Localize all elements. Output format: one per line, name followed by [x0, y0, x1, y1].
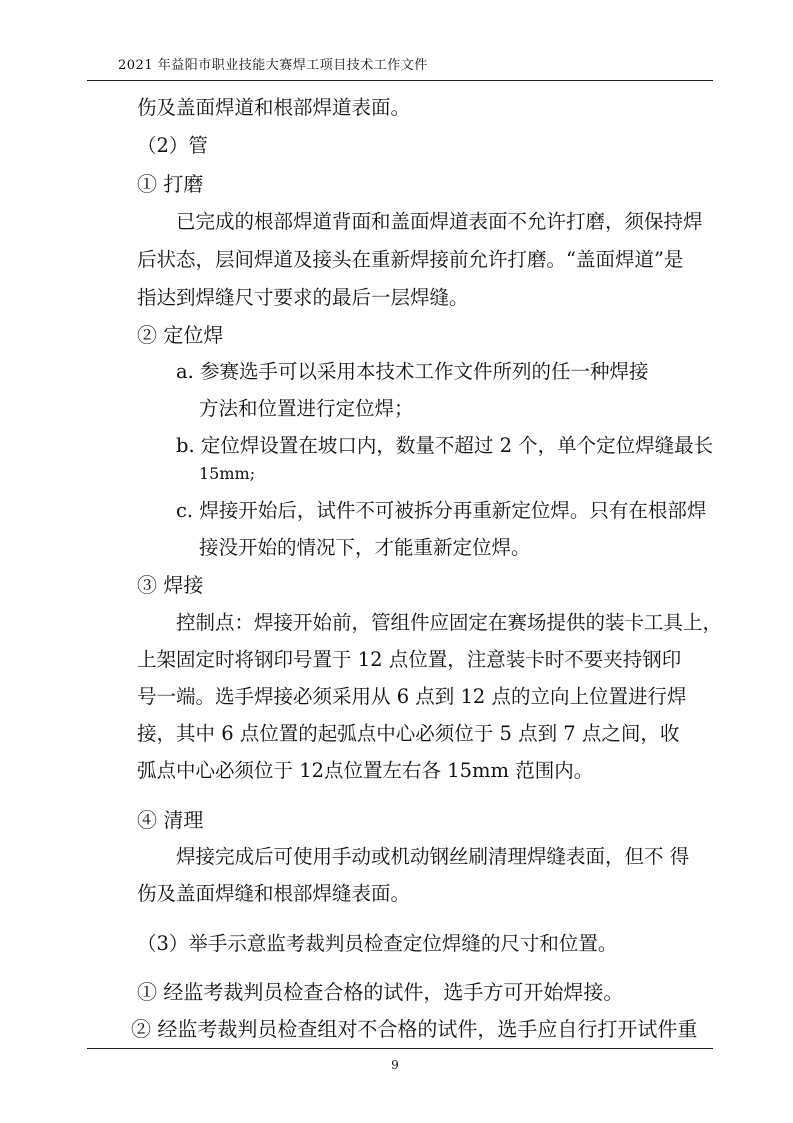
text-line: 伤及盖面焊缝和根部焊缝表面。 [137, 882, 411, 905]
list-item-c: c. 焊接开始后，试件不可被拆分再重新定位焊。只有在根部焊 [176, 499, 707, 522]
section-heading: （3）举手示意监考裁判员检查定位焊缝的尺寸和位置。 [137, 932, 618, 955]
footer-rule [87, 1048, 713, 1049]
section-heading: （2）管 [137, 134, 208, 157]
text-line: 上架固定时将钢印号置于 12 点位置，注意装卡时不要夹持钢印 [137, 648, 682, 671]
list-item-a: a. 参赛选手可以采用本技术工作文件所列的任一种焊接 [176, 360, 649, 383]
text-line: 号一端。选手焊接必须采用从 6 点到 12 点的立向上位置进行焊 [137, 685, 687, 708]
text-line: 弧点中心必须位于 12点位置左右各 15mm 范围内。 [137, 759, 594, 782]
text-line: 接，其中 6 点位置的起弧点中心必须位于 5 点到 7 点之间，收 [137, 722, 680, 745]
page-number: 9 [391, 1058, 399, 1072]
text-line: 指达到焊缝尺寸要求的最后一层焊缝。 [137, 286, 469, 309]
subsection-heading: ② 定位焊 [137, 323, 224, 347]
list-item-continuation: 15mm; [199, 464, 256, 483]
text-line: 后状态，层间焊道及接头在重新焊接前允许打磨。“盖面焊道”是 [137, 248, 684, 271]
list-item-b: b. 定位焊设置在坡口内，数量不超过 2 个，单个定位焊缝最长 [176, 434, 714, 457]
header-rule [87, 80, 713, 81]
subsection-heading: ④ 清理 [137, 808, 204, 832]
text-line: 已完成的根部焊道背面和盖面焊道表面不允许打磨，须保持焊 [176, 210, 703, 233]
text-line: ① 经监考裁判员检查合格的试件，选手方可开始焊接。 [137, 980, 624, 1004]
subsection-heading: ① 打磨 [137, 172, 204, 196]
text-line: 控制点：焊接开始前，管组件应固定在赛场提供的装卡工具上， [176, 611, 723, 634]
text-line: 伤及盖面焊道和根部焊道表面。 [137, 96, 411, 119]
header-title: 2021 年益阳市职业技能大赛焊工项目技术工作文件 [118, 58, 428, 73]
text-line: 焊接完成后可使用手动或机动钢丝刷清理焊缝表面，但不 得 [176, 845, 690, 868]
text-line: ② 经监考裁判员检查组对不合格的试件，选手应自行打开试件重 [131, 1017, 698, 1041]
list-item-continuation: 接没开始的情况下，才能重新定位焊。 [199, 536, 531, 559]
list-item-continuation: 方法和位置进行定位焊； [199, 397, 414, 420]
subsection-heading: ③ 焊接 [137, 573, 204, 597]
